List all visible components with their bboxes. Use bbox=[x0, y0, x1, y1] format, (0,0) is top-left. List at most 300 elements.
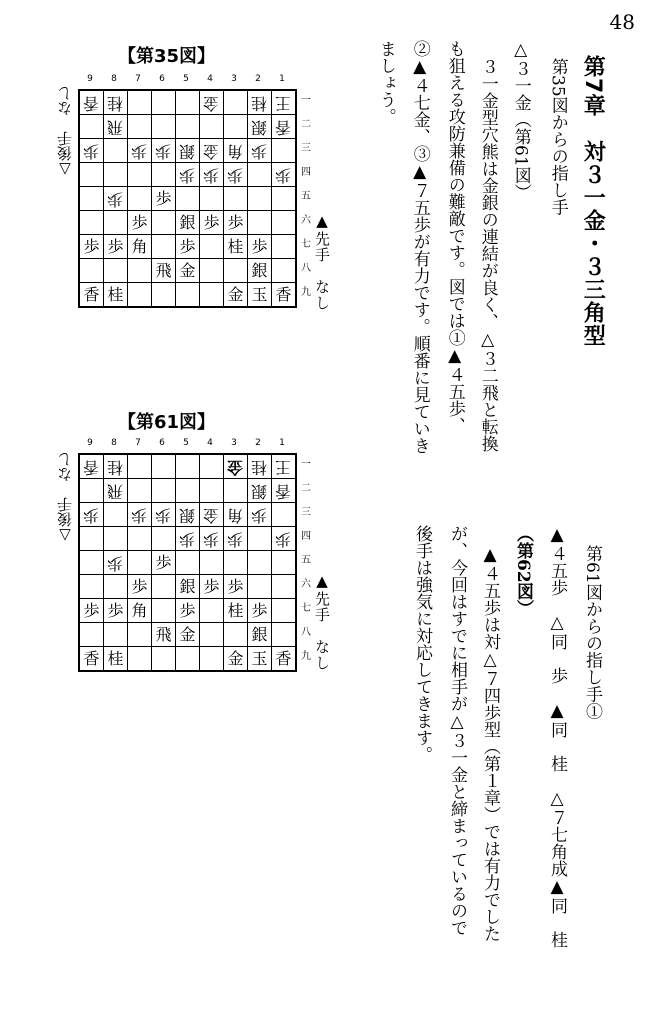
sente-hand-35: ▲先手 なし bbox=[313, 212, 331, 311]
shogi-piece: 歩 bbox=[227, 529, 244, 549]
board-square bbox=[176, 211, 200, 235]
board-square bbox=[224, 283, 248, 308]
shogi-piece: 桂 bbox=[107, 457, 124, 477]
board-square bbox=[128, 139, 152, 163]
row-numbers bbox=[298, 89, 311, 305]
shogi-piece: 歩 bbox=[179, 600, 196, 620]
board-square bbox=[152, 235, 176, 259]
board-square bbox=[224, 163, 248, 187]
board-rank bbox=[79, 211, 296, 235]
board-square bbox=[176, 479, 200, 503]
board-square bbox=[272, 527, 297, 551]
shogi-piece: 歩 bbox=[179, 236, 196, 256]
board-square bbox=[200, 479, 224, 503]
board-rank bbox=[79, 479, 296, 503]
board-square bbox=[272, 259, 297, 283]
shogi-piece: 金 bbox=[179, 260, 196, 280]
board-square bbox=[248, 139, 272, 163]
board-rank bbox=[79, 647, 296, 672]
shogi-piece: 歩 bbox=[155, 552, 172, 572]
board-square bbox=[200, 454, 224, 479]
board-square bbox=[79, 527, 104, 551]
board-square bbox=[104, 115, 128, 139]
shogi-piece: 歩 bbox=[131, 505, 148, 525]
row-number: 二 bbox=[301, 483, 311, 494]
shogi-piece: 歩 bbox=[131, 576, 148, 596]
board-rank bbox=[79, 115, 296, 139]
row-number: 六 bbox=[301, 579, 311, 590]
row-number: 六 bbox=[301, 215, 311, 226]
board-square bbox=[224, 551, 248, 575]
board-square bbox=[224, 259, 248, 283]
board-rank bbox=[79, 283, 296, 308]
board-square bbox=[224, 527, 248, 551]
column-number: 7 bbox=[135, 74, 141, 84]
column-number: 5 bbox=[183, 74, 189, 84]
board-square bbox=[176, 115, 200, 139]
board-square bbox=[152, 479, 176, 503]
shogi-piece: 銀 bbox=[251, 481, 268, 501]
board-square bbox=[104, 647, 128, 672]
section-heading-35: 第35図からの指し手 bbox=[547, 58, 568, 216]
shogi-piece: 王 bbox=[275, 93, 292, 113]
board-square bbox=[248, 283, 272, 308]
shogi-piece: 歩 bbox=[251, 141, 268, 161]
shogi-piece: 歩 bbox=[203, 529, 220, 549]
shogi-piece: 角 bbox=[227, 141, 244, 161]
board-square bbox=[176, 623, 200, 647]
board-square bbox=[152, 647, 176, 672]
board-square bbox=[224, 599, 248, 623]
board-square bbox=[248, 599, 272, 623]
board-square bbox=[176, 139, 200, 163]
board-square bbox=[248, 647, 272, 672]
shogi-piece: 角 bbox=[131, 236, 148, 256]
board-rank bbox=[79, 235, 296, 259]
board-square bbox=[79, 90, 104, 115]
board-square bbox=[128, 115, 152, 139]
board-square bbox=[248, 259, 272, 283]
shogi-piece: 飛 bbox=[155, 260, 172, 280]
board-square bbox=[152, 139, 176, 163]
board-square bbox=[248, 163, 272, 187]
board-square bbox=[224, 90, 248, 115]
board-square bbox=[200, 283, 224, 308]
board-square bbox=[224, 623, 248, 647]
shogi-piece: 歩 bbox=[227, 576, 244, 596]
row-number: 五 bbox=[301, 191, 311, 202]
body-line-4: ましょう。 bbox=[375, 40, 396, 125]
board-square bbox=[224, 235, 248, 259]
shogi-piece: 歩 bbox=[203, 212, 220, 232]
board-square bbox=[176, 90, 200, 115]
shogi-piece: 桂 bbox=[107, 93, 124, 113]
row-number: 七 bbox=[301, 239, 311, 250]
shogi-piece: 角 bbox=[227, 505, 244, 525]
board-square bbox=[128, 454, 152, 479]
board-title-61: 【第61図】 bbox=[118, 412, 216, 433]
board-square bbox=[152, 115, 176, 139]
column-number: 9 bbox=[87, 74, 93, 84]
board-square bbox=[224, 139, 248, 163]
board-rank bbox=[79, 599, 296, 623]
board-square bbox=[200, 623, 224, 647]
board-square bbox=[176, 503, 200, 527]
board-square bbox=[248, 235, 272, 259]
column-number: 3 bbox=[231, 438, 237, 448]
board-square bbox=[152, 90, 176, 115]
page-number: 48 bbox=[609, 10, 635, 34]
board-square bbox=[176, 551, 200, 575]
board-square bbox=[128, 259, 152, 283]
shogi-piece: 桂 bbox=[107, 648, 124, 668]
moves-line: ▲４五歩 △同 歩 ▲同 桂 △７七角成▲同 桂 bbox=[547, 525, 567, 948]
board-square bbox=[200, 527, 224, 551]
board-square bbox=[152, 527, 176, 551]
board-square bbox=[224, 115, 248, 139]
board-square bbox=[79, 211, 104, 235]
shogi-piece: 香 bbox=[275, 117, 292, 137]
board-square bbox=[152, 503, 176, 527]
board-square bbox=[272, 479, 297, 503]
shogi-piece: 歩 bbox=[83, 600, 100, 620]
board-rank bbox=[79, 187, 296, 211]
shogi-piece: 歩 bbox=[107, 600, 124, 620]
board-square bbox=[104, 479, 128, 503]
shogi-piece: 歩 bbox=[179, 529, 196, 549]
shogi-board-35 bbox=[78, 74, 311, 308]
board-square bbox=[176, 283, 200, 308]
board-rank bbox=[79, 551, 296, 575]
board-square bbox=[248, 479, 272, 503]
row-number: 七 bbox=[301, 603, 311, 614]
shogi-piece: 歩 bbox=[251, 236, 268, 256]
shogi-piece: 銀 bbox=[251, 624, 268, 644]
board-square bbox=[128, 551, 152, 575]
board-square bbox=[104, 283, 128, 308]
board-square bbox=[79, 163, 104, 187]
board-square bbox=[79, 479, 104, 503]
board-square bbox=[128, 211, 152, 235]
column-number: 1 bbox=[279, 74, 285, 84]
shogi-piece: 歩 bbox=[251, 505, 268, 525]
board-square bbox=[272, 503, 297, 527]
board-square bbox=[104, 187, 128, 211]
column-number: 5 bbox=[183, 438, 189, 448]
column-number: 1 bbox=[279, 438, 285, 448]
board-square bbox=[152, 259, 176, 283]
column-number: 8 bbox=[111, 74, 117, 84]
row-number: 九 bbox=[301, 651, 311, 662]
row-number: 八 bbox=[301, 263, 311, 274]
shogi-piece: 歩 bbox=[251, 600, 268, 620]
shogi-piece: 銀 bbox=[179, 141, 196, 161]
shogi-piece: 歩 bbox=[107, 553, 124, 573]
column-number: 6 bbox=[159, 438, 165, 448]
board-square bbox=[272, 575, 297, 599]
row-number: 一 bbox=[301, 459, 311, 470]
board-square bbox=[104, 575, 128, 599]
board-rank bbox=[79, 575, 296, 599]
board-square bbox=[200, 163, 224, 187]
shogi-piece: 香 bbox=[275, 481, 292, 501]
board-square bbox=[79, 647, 104, 672]
board-square bbox=[79, 503, 104, 527]
board-square bbox=[200, 503, 224, 527]
shogi-piece: 歩 bbox=[227, 212, 244, 232]
shogi-piece: 歩 bbox=[131, 212, 148, 232]
board-square bbox=[152, 599, 176, 623]
shogi-piece: 角 bbox=[131, 600, 148, 620]
board-square bbox=[248, 551, 272, 575]
board-square bbox=[200, 599, 224, 623]
board-square bbox=[200, 90, 224, 115]
board-square bbox=[152, 551, 176, 575]
board-square bbox=[200, 259, 224, 283]
board-square bbox=[104, 211, 128, 235]
body2-line-2: が、今回はすでに相手が△３一金と締まっているので bbox=[447, 525, 467, 936]
board-square bbox=[79, 599, 104, 623]
board-square bbox=[104, 163, 128, 187]
board-square bbox=[79, 139, 104, 163]
board-square bbox=[128, 187, 152, 211]
row-number: 三 bbox=[301, 143, 311, 154]
figure-ref-62: （第62図） bbox=[513, 525, 533, 617]
board-square bbox=[104, 551, 128, 575]
row-number: 四 bbox=[301, 531, 311, 542]
board-rank bbox=[79, 139, 296, 163]
board-rank bbox=[79, 527, 296, 551]
shogi-piece: 金 bbox=[203, 505, 220, 525]
board-square bbox=[176, 575, 200, 599]
board-square bbox=[128, 163, 152, 187]
row-number: 一 bbox=[301, 95, 311, 106]
row-number: 二 bbox=[301, 119, 311, 130]
board-square bbox=[272, 163, 297, 187]
board-square bbox=[152, 575, 176, 599]
board-square bbox=[79, 235, 104, 259]
board-square bbox=[248, 454, 272, 479]
column-number: 4 bbox=[207, 74, 213, 84]
board-square bbox=[152, 283, 176, 308]
board-square bbox=[200, 115, 224, 139]
board-square bbox=[248, 90, 272, 115]
board-square bbox=[224, 503, 248, 527]
shogi-piece: 香 bbox=[275, 284, 292, 304]
board-square bbox=[224, 211, 248, 235]
shogi-piece: 歩 bbox=[155, 505, 172, 525]
board-square bbox=[104, 454, 128, 479]
shogi-piece: 銀 bbox=[179, 505, 196, 525]
shogi-piece: 金 bbox=[179, 624, 196, 644]
column-number: 6 bbox=[159, 74, 165, 84]
board-square bbox=[128, 283, 152, 308]
shogi-piece: 金 bbox=[203, 141, 220, 161]
board-square bbox=[79, 575, 104, 599]
shogi-piece: 銀 bbox=[251, 260, 268, 280]
board-square bbox=[176, 647, 200, 672]
board-square bbox=[128, 575, 152, 599]
column-number: 2 bbox=[255, 438, 261, 448]
shogi-piece: 歩 bbox=[203, 165, 220, 185]
board-rank bbox=[79, 454, 296, 479]
body2-line-3: 後手は強気に対応してきます。 bbox=[412, 525, 432, 763]
board-square bbox=[152, 623, 176, 647]
gote-hand-61: △後手 なし bbox=[56, 452, 74, 545]
board-square bbox=[272, 599, 297, 623]
shogi-piece: 香 bbox=[275, 648, 292, 668]
shogi-piece: 歩 bbox=[203, 576, 220, 596]
board-rank bbox=[79, 163, 296, 187]
board-square bbox=[128, 599, 152, 623]
board-square bbox=[79, 454, 104, 479]
shogi-piece: 歩 bbox=[155, 188, 172, 208]
shogi-piece: 歩 bbox=[83, 236, 100, 256]
shogi-piece: 飛 bbox=[107, 481, 124, 501]
column-number: 7 bbox=[135, 438, 141, 448]
shogi-piece: 飛 bbox=[155, 624, 172, 644]
shogi-piece: 王 bbox=[275, 457, 292, 477]
shogi-piece: 桂 bbox=[251, 457, 268, 477]
column-number: 3 bbox=[231, 74, 237, 84]
board-square bbox=[248, 623, 272, 647]
column-number: 8 bbox=[111, 438, 117, 448]
shogi-piece: 歩 bbox=[275, 529, 292, 549]
shogi-piece: 桂 bbox=[251, 93, 268, 113]
shogi-piece: 桂 bbox=[227, 236, 244, 256]
board-square bbox=[104, 599, 128, 623]
board-square bbox=[200, 139, 224, 163]
column-number: 9 bbox=[87, 438, 93, 448]
shogi-piece: 歩 bbox=[227, 165, 244, 185]
board-square bbox=[128, 623, 152, 647]
board-square bbox=[104, 259, 128, 283]
board-square bbox=[272, 187, 297, 211]
board-title-35: 【第35図】 bbox=[118, 46, 216, 67]
board-square bbox=[272, 90, 297, 115]
shogi-piece: 香 bbox=[83, 284, 100, 304]
board-square bbox=[176, 454, 200, 479]
board-square bbox=[104, 527, 128, 551]
board-square bbox=[104, 503, 128, 527]
board-square bbox=[248, 575, 272, 599]
shogi-piece: 玉 bbox=[251, 648, 268, 668]
row-number: 四 bbox=[301, 167, 311, 178]
column-numbers bbox=[78, 438, 294, 448]
row-number: 三 bbox=[301, 507, 311, 518]
row-number: 八 bbox=[301, 627, 311, 638]
board-square bbox=[272, 283, 297, 308]
board-square bbox=[104, 90, 128, 115]
board-square bbox=[176, 235, 200, 259]
board-square bbox=[224, 479, 248, 503]
move-line: △３一金（第61図） bbox=[510, 40, 531, 201]
board-square bbox=[79, 115, 104, 139]
board-square bbox=[104, 139, 128, 163]
column-numbers bbox=[78, 74, 294, 84]
shogi-piece: 飛 bbox=[107, 117, 124, 137]
board-square bbox=[248, 211, 272, 235]
board-square bbox=[176, 599, 200, 623]
board-square bbox=[176, 527, 200, 551]
shogi-piece: 歩 bbox=[107, 236, 124, 256]
shogi-piece: 歩 bbox=[155, 141, 172, 161]
board-square bbox=[79, 551, 104, 575]
board-rank bbox=[79, 623, 296, 647]
board-square bbox=[200, 235, 224, 259]
shogi-piece: 歩 bbox=[131, 141, 148, 161]
board-square bbox=[128, 479, 152, 503]
board-square bbox=[79, 187, 104, 211]
shogi-piece: 金 bbox=[203, 93, 220, 113]
sente-hand-61: ▲先手 なし bbox=[313, 572, 331, 671]
board-square bbox=[128, 503, 152, 527]
board-square bbox=[200, 211, 224, 235]
board-square bbox=[272, 551, 297, 575]
shogi-piece: 歩 bbox=[83, 141, 100, 161]
board-square bbox=[176, 259, 200, 283]
shogi-piece: 桂 bbox=[107, 284, 124, 304]
board-square bbox=[128, 235, 152, 259]
board-square bbox=[272, 454, 297, 479]
body-line-3: ②▲４七金、③▲７五歩が有力です。順番に見ていき bbox=[409, 40, 430, 454]
body2-line-1: ▲４五歩は対△７四歩型（第１章）では有力でした bbox=[480, 545, 500, 942]
board-square bbox=[200, 647, 224, 672]
shogi-piece: 香 bbox=[83, 93, 100, 113]
board-square bbox=[128, 90, 152, 115]
body-line-1: ３一金型穴熊は金銀の連結が良く、△３二飛と転換 bbox=[477, 58, 498, 452]
shogi-piece: 歩 bbox=[83, 505, 100, 525]
shogi-piece: 金 bbox=[227, 284, 244, 304]
shogi-piece: 香 bbox=[83, 648, 100, 668]
shogi-piece: 歩 bbox=[107, 189, 124, 209]
board-square bbox=[248, 115, 272, 139]
chapter-title: 第7章 対３一金・３三角型 bbox=[580, 55, 606, 348]
board-square bbox=[79, 283, 104, 308]
board-square bbox=[152, 454, 176, 479]
shogi-piece: 歩 bbox=[179, 165, 196, 185]
board-square bbox=[224, 454, 248, 479]
board-square bbox=[104, 235, 128, 259]
board-square bbox=[104, 623, 128, 647]
board-square bbox=[272, 623, 297, 647]
board-square bbox=[200, 551, 224, 575]
board-square bbox=[224, 187, 248, 211]
board-square bbox=[152, 163, 176, 187]
shogi-piece: 銀 bbox=[251, 117, 268, 137]
board-rank bbox=[79, 503, 296, 527]
board-square bbox=[152, 211, 176, 235]
shogi-piece: 金 bbox=[227, 457, 244, 477]
shogi-piece: 金 bbox=[227, 648, 244, 668]
board-square bbox=[272, 647, 297, 672]
column-number: 4 bbox=[207, 438, 213, 448]
shogi-piece: 銀 bbox=[179, 576, 196, 596]
shogi-piece: 香 bbox=[83, 457, 100, 477]
board-square bbox=[224, 647, 248, 672]
board-square bbox=[272, 115, 297, 139]
section-heading-61: 第61図からの指し手① bbox=[582, 545, 602, 720]
shogi-piece: 玉 bbox=[251, 284, 268, 304]
shogi-piece: 銀 bbox=[179, 212, 196, 232]
board-square bbox=[128, 647, 152, 672]
board-square bbox=[248, 187, 272, 211]
board-square bbox=[79, 623, 104, 647]
row-numbers bbox=[298, 453, 311, 669]
board-square bbox=[248, 503, 272, 527]
board-rank bbox=[79, 259, 296, 283]
board-square bbox=[224, 575, 248, 599]
